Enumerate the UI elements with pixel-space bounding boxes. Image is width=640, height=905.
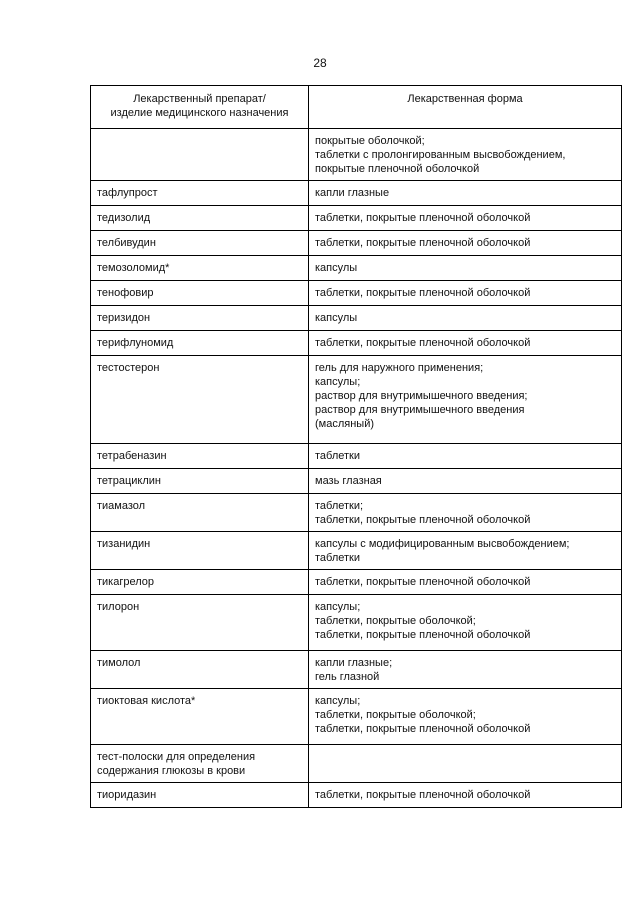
drug-name: терифлуномид <box>91 331 309 356</box>
table-body <box>91 129 622 808</box>
drug-name: темозоломид* <box>91 256 309 281</box>
drug-name: теризидон <box>91 306 309 331</box>
drug-name: тиамазол <box>91 494 309 532</box>
table-row <box>91 181 622 206</box>
dosage-form: капсулы; таблетки, покрытые оболочкой; таблетки, покрытые пленочной оболочкой <box>309 689 622 745</box>
dosage-form: капли глазные <box>309 181 622 206</box>
dosage-form: таблетки, покрытые пленочной оболочкой <box>309 281 622 306</box>
dosage-form: мазь глазная <box>309 469 622 494</box>
drug-name: тедизолид <box>91 206 309 231</box>
dosage-form <box>309 745 622 783</box>
dosage-form: таблетки, покрытые пленочной оболочкой <box>309 231 622 256</box>
drug-name: тафлупрост <box>91 181 309 206</box>
drug-name: тестостерон <box>91 356 309 444</box>
dosage-form: таблетки, покрытые пленочной оболочкой <box>309 783 622 808</box>
drug-name: телбивудин <box>91 231 309 256</box>
header-form: Лекарственная форма <box>309 86 622 129</box>
dosage-form: таблетки, покрытые пленочной оболочкой <box>309 331 622 356</box>
dosage-form: капсулы <box>309 306 622 331</box>
dosage-form: гель для наружного применения; капсулы; раствор для внутримышечного введения; раствор для внутримышечного введения (масляный) <box>309 356 622 444</box>
table-row <box>91 651 622 689</box>
drug-name: тилорон <box>91 595 309 651</box>
header-drug: Лекарственный препарат/ изделие медицинского назначения <box>91 86 309 129</box>
dosage-form: таблетки, покрытые пленочной оболочкой <box>309 570 622 595</box>
table-row <box>91 532 622 570</box>
dosage-form: таблетки <box>309 444 622 469</box>
dosage-form: таблетки, покрытые пленочной оболочкой <box>309 206 622 231</box>
table-row <box>91 129 622 181</box>
drug-name: тетрабеназин <box>91 444 309 469</box>
table-row <box>91 306 622 331</box>
drug-name: тимолол <box>91 651 309 689</box>
drug-table <box>90 85 622 808</box>
table-row <box>91 256 622 281</box>
table-row <box>91 783 622 808</box>
dosage-form: капсулы; таблетки, покрытые оболочкой; таблетки, покрытые пленочной оболочкой <box>309 595 622 651</box>
table-header-row <box>91 86 622 129</box>
dosage-form: капсулы с модифицированным высвобождением; таблетки <box>309 532 622 570</box>
table-row <box>91 689 622 745</box>
drug-name: тиоктовая кислота* <box>91 689 309 745</box>
table-row <box>91 469 622 494</box>
table-row <box>91 570 622 595</box>
table-row <box>91 231 622 256</box>
dosage-form: капли глазные; гель глазной <box>309 651 622 689</box>
dosage-form: таблетки; таблетки, покрытые пленочной оболочкой <box>309 494 622 532</box>
table-row <box>91 444 622 469</box>
drug-name: тест-полоски для определения содержания глюкозы в крови <box>91 745 309 783</box>
drug-name: тетрациклин <box>91 469 309 494</box>
dosage-form: капсулы <box>309 256 622 281</box>
drug-name: тизанидин <box>91 532 309 570</box>
drug-name: тиоридазин <box>91 783 309 808</box>
dosage-form: покрытые оболочкой; таблетки с пролонгированным высвобождением, покрытые пленочной оболочкой <box>309 129 622 181</box>
table-row <box>91 281 622 306</box>
drug-name <box>91 129 309 181</box>
table-row <box>91 356 622 444</box>
table-row <box>91 206 622 231</box>
drug-name: тенофовир <box>91 281 309 306</box>
table-row <box>91 494 622 532</box>
drug-name: тикагрелор <box>91 570 309 595</box>
table-row <box>91 331 622 356</box>
page-number: 28 <box>313 56 327 70</box>
table-row <box>91 745 622 783</box>
table-row <box>91 595 622 651</box>
